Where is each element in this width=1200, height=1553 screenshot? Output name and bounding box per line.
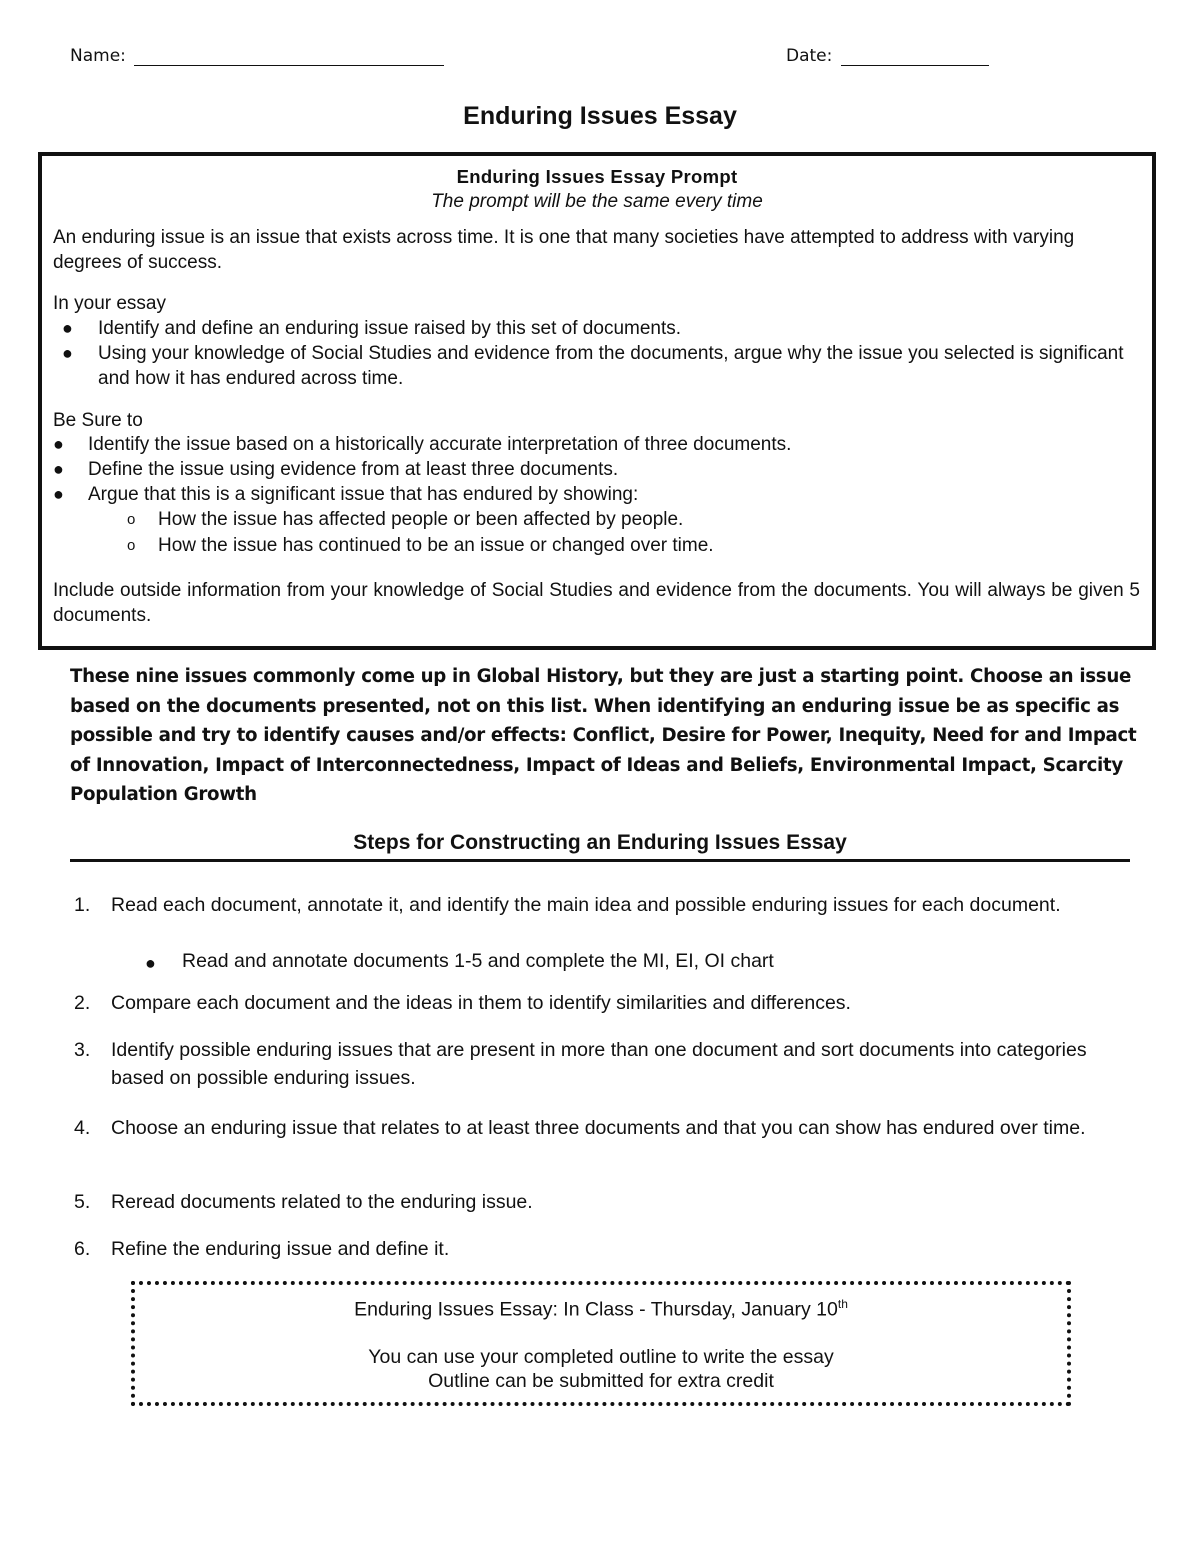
bullet-icon: ●	[53, 434, 64, 454]
circle-bullet-icon: o	[127, 511, 136, 528]
notice-date-line: Enduring Issues Essay: In Class - Thursday, January 10th	[354, 1297, 848, 1321]
besure-label: Be Sure to	[53, 410, 143, 431]
essay-label: In your essay	[53, 293, 166, 314]
bullet-icon: ●	[145, 953, 156, 973]
date-field	[786, 46, 989, 66]
date-blank-line	[841, 65, 989, 66]
issues-paragraph: These nine issues commonly come up in Global History, but they are just a starting point. Choose an issue based on the documents presented, not on this list. When identifying an enduring issue be as specific as possible and try to identify causes and/or effects: Conflict, Desire for Power, Inequity, Need for and Impact of Innovation, Impact of Interconnectedness, Impact of Ideas and Beliefs, Environmental Impact, Scarcity Population Growth	[70, 666, 1137, 805]
bullet-icon: ●	[53, 484, 64, 504]
prompt-box: Enduring Issues Essay Prompt The prompt will be the same every time An enduring issue is an issue that exists across time. It is one that many societies have attempted to address with varying degrees of success. In your essay ● Identify and define an enduring issue raised by this set of documents. ● Using your knowledge of Social Studies and evidence from the documents, argue why the issue you selected is significant and how it has endured across time. Be Sure to ● Identify the issue based on a historically accurate interpretation of three documents. ● Define the issue using evidence from at least three documents. ● Argue that this is a significant issue that has endured by showing: o How the issue has affected people or been affected by people. o How the issue has continued to be an issue or changed over time. Include outside information from your knowledge of Social Studies and evidence from the documents. You will always be given 5 documents.	[38, 152, 1156, 650]
date-label: Date:	[786, 46, 833, 66]
notice-box	[131, 1281, 1071, 1406]
steps-title: Steps for Constructing an Enduring Issues Essay	[353, 831, 847, 854]
prompt-definition: An enduring issue is an issue that exists across time. It is one that many societies have attempted to address with varying degrees of success.	[53, 227, 1075, 273]
prompt-subheading: The prompt will be the same every time	[431, 191, 763, 212]
page-title: Enduring Issues Essay	[463, 102, 737, 130]
name-field	[70, 46, 444, 66]
bullet-icon: ●	[62, 318, 73, 338]
bullet-icon: ●	[53, 459, 64, 479]
name-label: Name:	[70, 46, 126, 66]
circle-bullet-icon: o	[127, 537, 136, 554]
prompt-closing: Include outside information from your knowledge of Social Studies and evidence from the documents. You will always be given 5 documents.	[53, 580, 1140, 626]
notice-credit-line: Outline can be submitted for extra credit	[428, 1370, 774, 1392]
steps-divider	[70, 859, 1130, 862]
notice-outline-line: You can use your completed outline to write the essay	[368, 1346, 834, 1368]
name-blank-line	[134, 65, 444, 66]
prompt-heading: Enduring Issues Essay Prompt	[456, 166, 738, 187]
bullet-icon: ●	[62, 343, 73, 363]
